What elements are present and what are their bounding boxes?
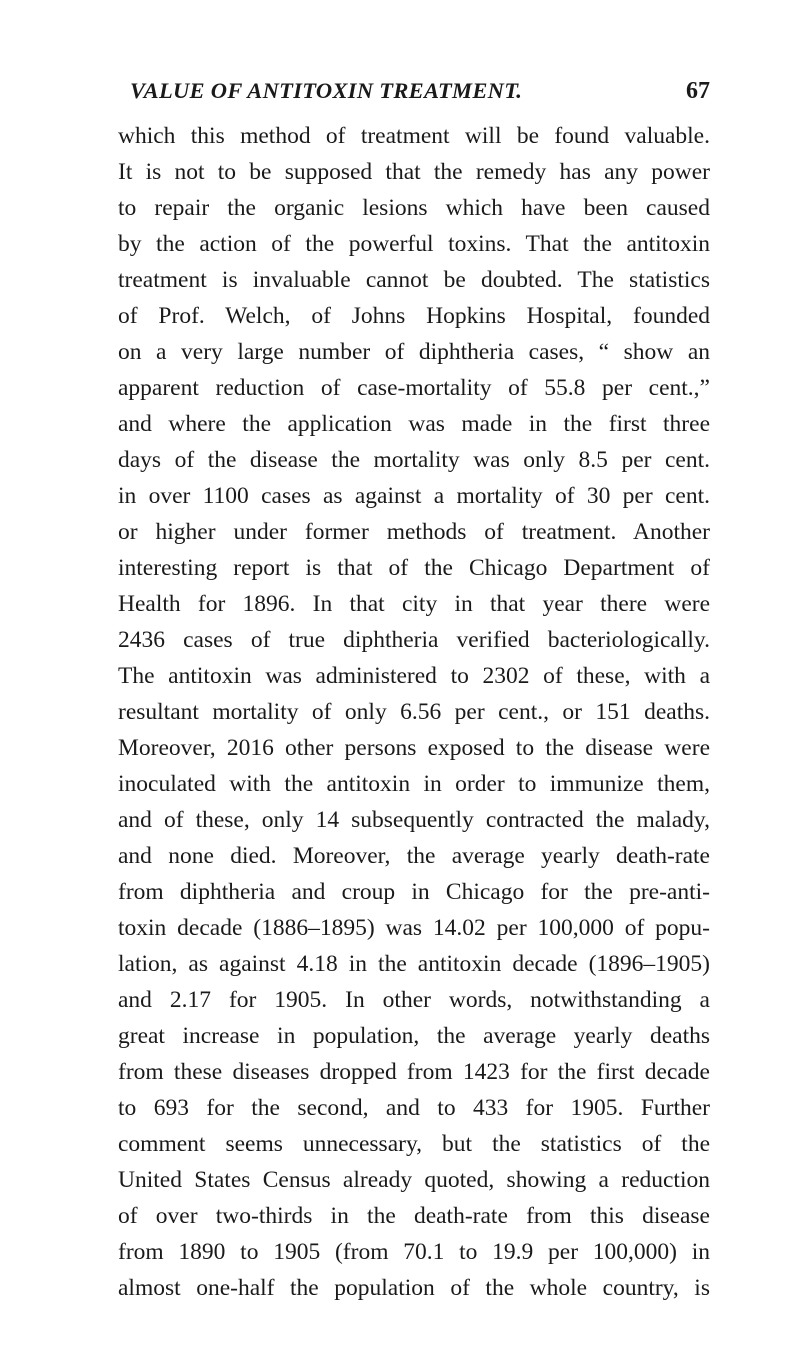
- page-number: 67: [686, 78, 710, 104]
- text-line: The antitoxin was administered to 2302 of these, with a: [118, 663, 710, 689]
- text-line: resultant mortality of only 6.56 per cent., or 151 deaths.: [118, 699, 710, 725]
- text-line: in over 1100 cases as against a mortality of 30 per cent.: [118, 483, 710, 509]
- text-line: lation, as against 4.18 in the antitoxin decade (1896–1905): [118, 951, 710, 977]
- text-line: from these diseases dropped from 1423 for the first decade: [118, 1059, 710, 1085]
- text-line: and of these, only 14 subsequently contracted the malady,: [118, 807, 710, 833]
- text-line: great increase in population, the average yearly deaths: [118, 1023, 710, 1049]
- text-line: treatment is invaluable cannot be doubted. The statistics: [118, 267, 710, 293]
- text-line: comment seems unnecessary, but the statistics of the: [118, 1131, 710, 1157]
- running-head: [118, 68, 710, 108]
- text-line: interesting report is that of the Chicago Department of: [118, 555, 710, 581]
- running-title: VALUE OF ANTITOXIN TREATMENT.: [130, 78, 523, 103]
- text-line: Moreover, 2016 other persons exposed to the disease were: [118, 735, 710, 761]
- text-line: or higher under former methods of treatment. Another: [118, 519, 710, 545]
- text-line: of over two-thirds in the death-rate from this disease: [118, 1203, 710, 1229]
- text-line: inoculated with the antitoxin in order to immunize them,: [118, 771, 710, 797]
- text-line: and none died. Moreover, the average yearly death-rate: [118, 843, 710, 869]
- text-line: and where the application was made in the first three: [118, 411, 710, 437]
- text-line: by the action of the powerful toxins. That the antitoxin: [118, 231, 710, 257]
- text-line: apparent reduction of case-mortality of 55.8 per cent.,”: [118, 375, 710, 401]
- text-line: to 693 for the second, and to 433 for 1905. Further: [118, 1095, 710, 1121]
- text-line: 2436 cases of true diphtheria verified bacteriologically.: [118, 627, 710, 653]
- text-line: days of the disease the mortality was only 8.5 per cent.: [118, 447, 710, 473]
- text-line: of Prof. Welch, of Johns Hopkins Hospital, founded: [118, 303, 710, 329]
- text-line: It is not to be supposed that the remedy has any power: [118, 159, 710, 185]
- text-line: and 2.17 for 1905. In other words, notwithstanding a: [118, 987, 710, 1013]
- text-line: United States Census already quoted, showing a reduction: [118, 1167, 710, 1193]
- text-line: toxin decade (1886–1895) was 14.02 per 100,000 of popu-: [118, 915, 710, 941]
- text-line: which this method of treatment will be found valuable.: [118, 123, 710, 149]
- text-line: on a very large number of diphtheria cases, “ show an: [118, 339, 710, 365]
- text-line: from 1890 to 1905 (from 70.1 to 19.9 per 100,000) in: [118, 1239, 710, 1265]
- book-page: [118, 68, 710, 1306]
- body-text: [118, 118, 710, 1306]
- text-line: to repair the organic lesions which have been caused: [118, 195, 710, 221]
- text-line: almost one-half the population of the whole country, is: [118, 1275, 710, 1301]
- text-line: from diphtheria and croup in Chicago for the pre-anti-: [118, 879, 710, 905]
- text-line: Health for 1896. In that city in that year there were: [118, 591, 710, 617]
